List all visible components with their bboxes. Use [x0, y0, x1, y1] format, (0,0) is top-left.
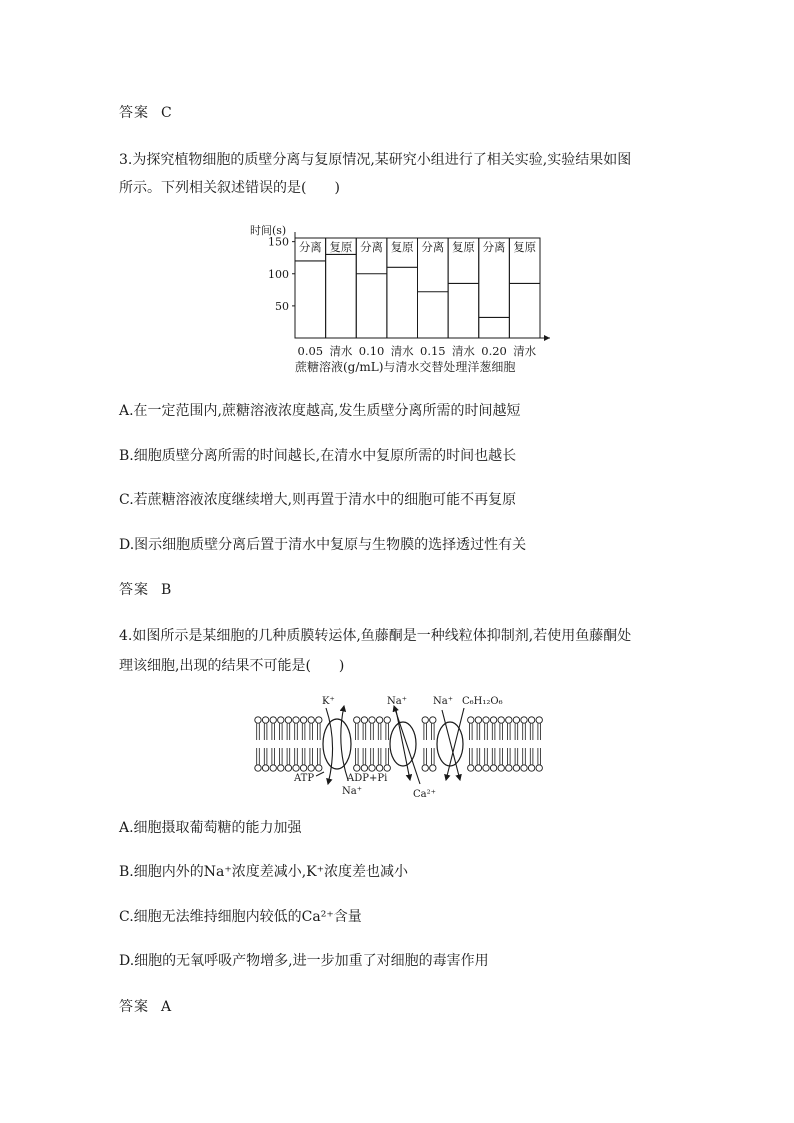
label-adp: ADP+Pi [347, 773, 388, 784]
phospholipid-head [513, 765, 519, 771]
chart-xlabel: 蔗糖溶液(g/mL)与清水交替处理洋葱细胞 [295, 360, 516, 374]
phospholipid-head [278, 717, 284, 723]
q3-bar-chart [250, 218, 555, 378]
phospholipid-head [270, 717, 276, 723]
phospholipid-head [278, 765, 284, 771]
phospholipid-head [430, 717, 436, 723]
phospholipid-head [475, 765, 481, 771]
phospholipid-head [376, 765, 382, 771]
atp-arrow [316, 772, 324, 776]
q4-stem-line1: 4.如图所示是某细胞的几种质膜转运体,鱼藤酮是一种线粒体抑制剂,若使用鱼藤酮处 [119, 628, 632, 644]
answer-label: 答案 [119, 999, 149, 1015]
phospholipid-head [376, 717, 382, 723]
q3-stem-line1: 3.为探究植物细胞的质壁分离与复原情况,某研究小组进行了相关实验,实验结果如图 [119, 152, 632, 168]
phospholipid-head [308, 717, 314, 723]
phospholipid-head [369, 765, 375, 771]
phospholipid-head [506, 765, 512, 771]
phospholipid-head [536, 717, 542, 723]
phospholipid-head [262, 765, 268, 771]
q4-option-b: B.细胞内外的Na⁺浓度差减小,K⁺浓度差也减小 [119, 864, 409, 880]
q3-option-c: C.若蔗糖溶液浓度继续增大,则再置于清水中的细胞可能不再复原 [119, 492, 517, 508]
phospholipid-head [468, 765, 474, 771]
phospholipid-head [506, 717, 512, 723]
phospholipid-head [521, 717, 527, 723]
label-ca-bottom: Ca²⁺ [413, 789, 436, 800]
phospholipid-head [536, 765, 542, 771]
chart-x-tick-label: 清水 [513, 344, 537, 358]
answer-q4 [119, 997, 171, 1017]
q3-option-a: A.在一定范围内,蔗糖溶液浓度越高,发生质壁分离所需的时间越短 [119, 403, 521, 419]
chart-x-tick-label: 清水 [451, 344, 475, 358]
label-k-top: K⁺ [322, 696, 335, 707]
phospholipid-head [475, 717, 481, 723]
chart-bar-label: 分离 [298, 240, 322, 254]
phospholipid-head [513, 717, 519, 723]
phospholipid-head [361, 717, 367, 723]
phospholipid-head [300, 717, 306, 723]
phospholipid-head [270, 765, 276, 771]
label-glucose: C₆H₁₂O₆ [462, 696, 503, 707]
phospholipid-head [354, 717, 360, 723]
phospholipid-head [316, 717, 322, 723]
q4-option-d: D.细胞的无氧呼吸产物增多,进一步加重了对细胞的毒害作用 [119, 953, 489, 969]
phospholipid-head [285, 765, 291, 771]
phospholipid-head [528, 765, 534, 771]
chart-bar-label: 分离 [421, 240, 445, 254]
label-na-bottom: Na⁺ [342, 786, 362, 797]
na-k-pump [323, 719, 351, 769]
chart-x-tick-label: 0.20 [481, 344, 507, 358]
phospholipid-head [384, 717, 390, 723]
phospholipid-head [361, 765, 367, 771]
q4-option-c: C.细胞无法维持细胞内较低的Ca²⁺含量 [119, 909, 362, 925]
q3-option-d: D.图示细胞质壁分离后置于清水中复原与生物膜的选择透过性有关 [119, 537, 527, 553]
q3-stem-line2: 所示。下列相关叙述错误的是( ) [119, 180, 340, 196]
q4-option-a: A.细胞摄取葡萄糖的能力加强 [119, 820, 302, 836]
label-atp: ATP [294, 773, 315, 784]
answer-previous [119, 103, 172, 123]
answer-value: C [161, 105, 172, 121]
phospholipid-head [255, 765, 261, 771]
phospholipid-head [262, 717, 268, 723]
q4-stem-line2: 理该细胞,出现的结果不可能是( ) [119, 658, 345, 674]
chart-ylabel: 时间(s) [250, 224, 287, 237]
q3-option-b: B.细胞质壁分离所需的时间越长,在清水中复原所需的时间也越长 [119, 448, 517, 464]
phospholipid-head [490, 717, 496, 723]
phospholipid-head [316, 765, 322, 771]
phospholipid-head [498, 717, 504, 723]
answer-label: 答案 [119, 582, 149, 598]
chart-x-tick-label: 清水 [390, 344, 414, 358]
chart-y-tick-label: 150 [268, 235, 289, 249]
chart-x-tick-label: 清水 [329, 344, 353, 358]
phospholipid-head [422, 765, 428, 771]
phospholipid-head [521, 765, 527, 771]
chart-y-tick-label: 100 [268, 267, 289, 281]
chart-bar-label: 分离 [482, 240, 506, 254]
phospholipid-head [468, 717, 474, 723]
chart-y-tick-label: 50 [275, 299, 289, 313]
chart-bar-label: 复原 [451, 240, 475, 254]
phospholipid-head [528, 717, 534, 723]
phospholipid-head [255, 717, 261, 723]
label-na-top-2: Na⁺ [433, 696, 453, 707]
chart-x-axis-arrow [544, 335, 550, 341]
phospholipid-head [308, 765, 314, 771]
phospholipid-head [384, 765, 390, 771]
chart-bar-label: 复原 [390, 240, 414, 254]
label-na-top-1: Na⁺ [387, 696, 407, 707]
phospholipid-head [483, 765, 489, 771]
phospholipid-head [483, 717, 489, 723]
phospholipid-head [293, 765, 299, 771]
phospholipid-head [300, 765, 306, 771]
phospholipid-head [285, 717, 291, 723]
chart-x-tick-label: 0.10 [358, 344, 385, 358]
phospholipid-head [498, 765, 504, 771]
answer-label: 答案 [119, 105, 149, 121]
membrane-transporter-diagram [250, 692, 550, 804]
chart-x-tick-label: 0.05 [297, 344, 324, 358]
chart-bar-label: 复原 [513, 240, 537, 254]
phospholipid-head [490, 765, 496, 771]
phospholipid-head [430, 765, 436, 771]
phospholipid-head [369, 717, 375, 723]
phospholipid-head [422, 717, 428, 723]
chart-x-tick-label: 0.15 [420, 344, 446, 358]
answer-value: B [161, 582, 172, 598]
answer-value: A [161, 999, 172, 1015]
chart-bar-label: 复原 [329, 240, 353, 254]
answer-q3 [119, 580, 171, 600]
phospholipid-head [354, 765, 360, 771]
chart-bar-label: 分离 [360, 240, 384, 254]
phospholipid-head [293, 717, 299, 723]
